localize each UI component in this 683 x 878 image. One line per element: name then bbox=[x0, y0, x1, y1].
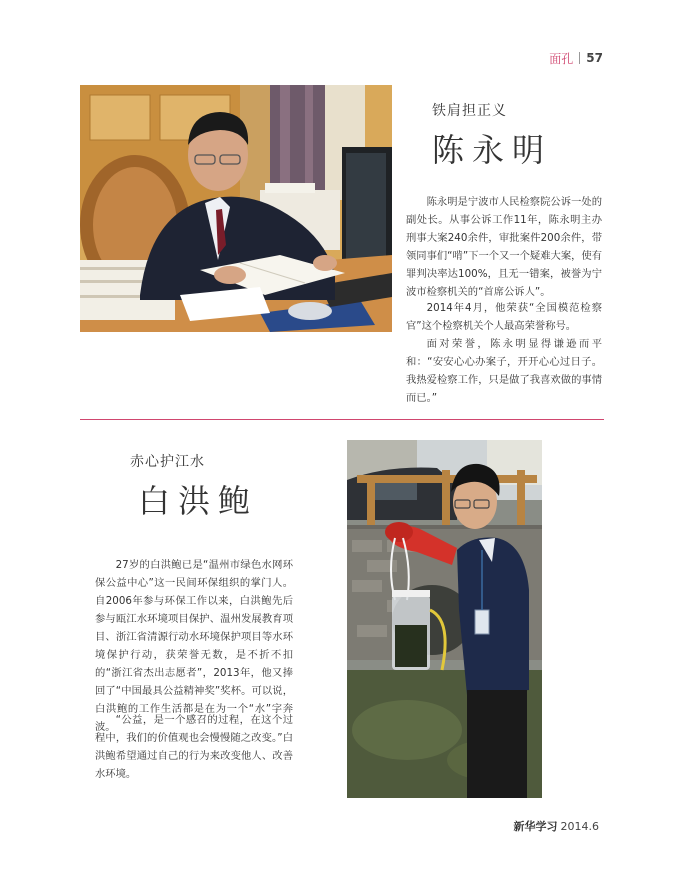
article1-subtitle: 铁肩担正义 bbox=[432, 103, 507, 119]
header-divider bbox=[579, 52, 580, 64]
page-footer bbox=[514, 818, 600, 834]
article2-name: 白洪鲍 bbox=[138, 482, 259, 520]
article2-paragraph-1: 27岁的白洪鲍已是“温州市绿色水网环保公益中心”这一民间环保组织的掌门人。自2006年参与环保工作以来，白洪鲍先后参与瓯江水环境项目保护、温州发展教育项目、浙江省清源行动水环境保护项目等水环境保护行动，获荣誉无数，是不折不扣的“浙江省杰出志愿者”，2013年，他又捧回了“中国最具公益精神奖”奖杯。可以说，白洪鲍的工作生活都是在为一个“水”字奔波。 bbox=[95, 559, 293, 733]
section-label: 面孔 bbox=[549, 51, 574, 66]
article2-subtitle: 赤心护江水 bbox=[130, 454, 205, 470]
article1-paragraph-1: 陈永明是宁波市人民检察院公诉一处的副处长。从事公诉工作11年，陈永明主办刑事大案240余件，审批案件200余件，带领同事们“啃”下一个又一个疑难大案，使有罪判决率达100%，且无一错案，被誉为宁波市检察机关的“首席公诉人”。 bbox=[406, 196, 603, 298]
page-number: 57 bbox=[586, 51, 603, 65]
article1-paragraph-2: 2014年4月，他荣获“全国模范检察官”这个检察机关个人最高荣誉称号。 bbox=[406, 302, 602, 332]
photo-volunteer-water-sampling bbox=[347, 440, 542, 798]
article1-paragraph-3: 面对荣誉，陈永明显得谦逊而平和：“安安心心办案子，开开心心过日子。我热爱检察工作，只是做了我喜欢做的事情而已。” bbox=[406, 338, 602, 404]
magazine-name: 新华学习 bbox=[513, 820, 558, 833]
article2-paragraph-2: “公益，是一个感召的过程，在这个过程中，我们的价值观也会慢慢随之改变。”白洪鲍希望通过自己的行为来改变他人、改善水环境。 bbox=[95, 714, 293, 780]
page-header bbox=[549, 50, 603, 66]
section-divider bbox=[80, 419, 604, 420]
issue-date: 2014.6 bbox=[560, 819, 599, 833]
article1-name: 陈永明 bbox=[432, 131, 553, 169]
photo-prosecutor-at-desk bbox=[80, 85, 392, 332]
